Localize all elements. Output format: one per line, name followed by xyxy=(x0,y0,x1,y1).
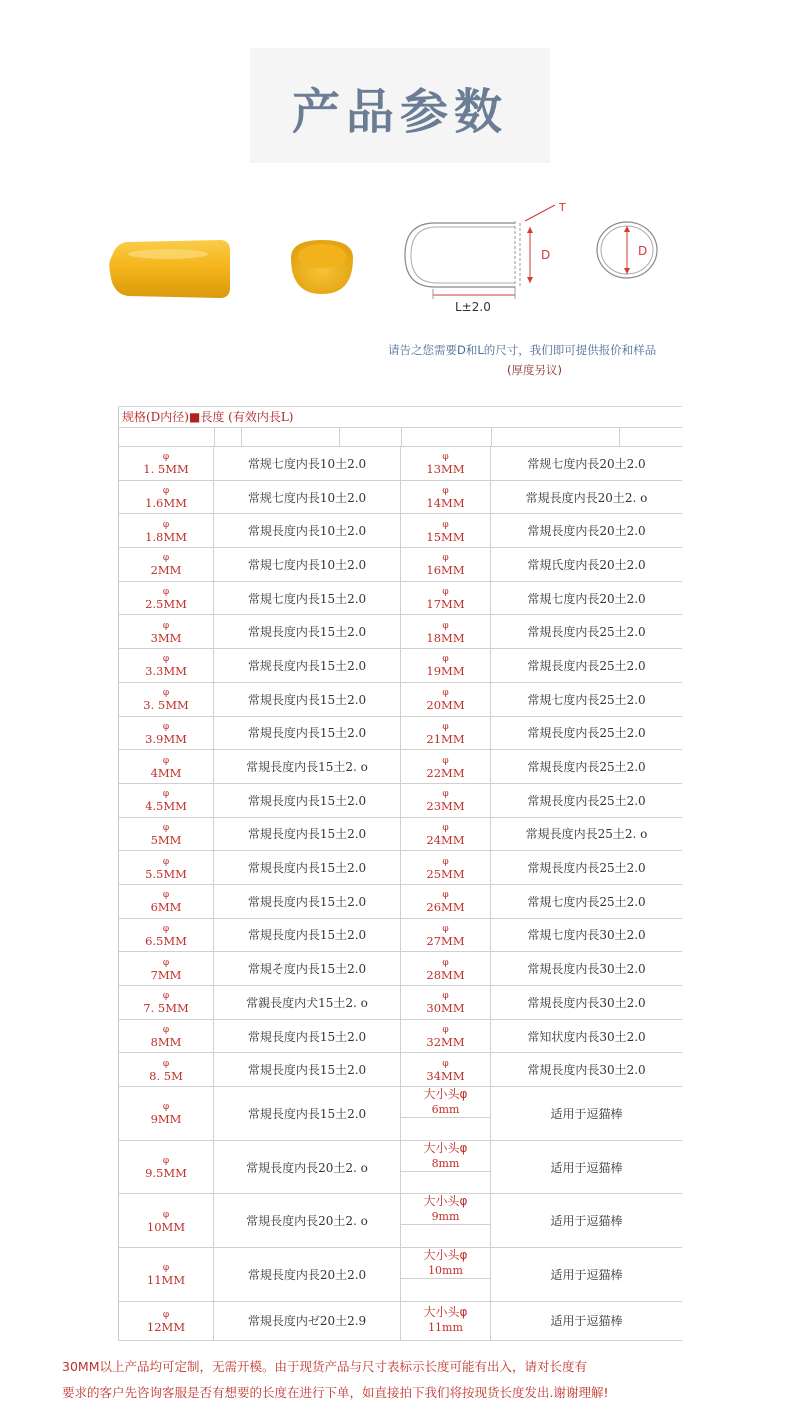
big-head-label-box xyxy=(401,1087,490,1118)
phi-symbol: φ xyxy=(442,923,449,934)
length-cell: 常規七度内長10土2.0 xyxy=(214,548,401,581)
size-cell xyxy=(119,447,214,480)
size-cell xyxy=(119,548,214,581)
size-cell xyxy=(119,717,214,750)
table-row xyxy=(119,548,682,582)
length-cell: 常規長度内長25土2.0 xyxy=(527,658,646,673)
phi-symbol: φ xyxy=(162,1209,170,1220)
big-head-label: 大小头φ xyxy=(423,1087,468,1102)
length-cell: 适用于逗猫棒 xyxy=(550,1267,623,1282)
size-value: 3.3MM xyxy=(145,664,187,679)
length-cell: 常規七度内長20土2.0 xyxy=(527,591,646,606)
big-head-size: 9mm xyxy=(431,1210,460,1224)
phi-symbol: φ xyxy=(162,721,170,732)
table-row xyxy=(119,717,682,751)
phi-symbol: φ xyxy=(442,789,449,800)
size-cell xyxy=(119,1194,214,1247)
size-cell xyxy=(119,1087,214,1140)
size-value: 4MM xyxy=(150,765,182,780)
big-head-label-box xyxy=(401,1141,490,1172)
size-cell xyxy=(119,582,214,615)
cap-top-image xyxy=(285,236,360,296)
phi-symbol: φ xyxy=(162,789,170,800)
size-cell xyxy=(119,885,214,918)
length-cell: 常规長度内長15土2.0 xyxy=(214,649,401,682)
length-cell: 常規長度内ゼ20土2.9 xyxy=(214,1302,401,1340)
phi-symbol: φ xyxy=(162,1263,170,1274)
length-cell: 常規長度内長30土2.0 xyxy=(527,995,646,1010)
length-cell: 常規長度内長25土2.0 xyxy=(527,793,646,808)
table-row xyxy=(119,514,682,548)
big-head-size: 10mm xyxy=(428,1264,463,1278)
length-cell: 常規長度内長15土2.0 xyxy=(214,717,401,750)
size-note: 请告之您需要D和L的尺寸，我们即可提供报价和样品 xyxy=(388,343,657,357)
size-value: 22MM xyxy=(426,765,465,780)
size-cell xyxy=(119,818,214,851)
size-value: 7MM xyxy=(150,967,182,982)
size-value: 23MM xyxy=(426,799,465,814)
phi-symbol: φ xyxy=(162,822,170,833)
length-cell: 常規七度内長30土2.0 xyxy=(527,928,646,943)
size-value: 11MM xyxy=(146,1273,186,1288)
size-value: 2.5MM xyxy=(145,597,187,612)
table-row-big-head xyxy=(119,1302,682,1341)
size-cell xyxy=(119,1053,214,1086)
phi-symbol: φ xyxy=(442,587,449,598)
length-cell: 常規長度内長15土2.0 xyxy=(214,885,401,918)
phi-symbol: φ xyxy=(442,1025,449,1036)
phi-symbol: φ xyxy=(162,755,170,766)
table-row xyxy=(119,447,682,481)
phi-symbol: φ xyxy=(162,452,170,463)
size-cell xyxy=(401,615,491,648)
size-cell xyxy=(119,952,214,985)
big-head-size: 6mm xyxy=(431,1103,460,1117)
table-row xyxy=(119,986,682,1020)
size-value: 3MM xyxy=(150,630,182,645)
phi-symbol: φ xyxy=(442,957,449,968)
size-value: 6.5MM xyxy=(145,933,187,948)
phi-symbol: φ xyxy=(442,654,449,665)
size-value: 7. 5MM xyxy=(143,1001,189,1016)
table-row xyxy=(119,818,682,852)
phi-symbol: φ xyxy=(162,688,170,699)
phi-symbol: φ xyxy=(442,486,449,497)
phi-symbol: φ xyxy=(162,890,170,901)
size-value: 2MM xyxy=(150,563,182,578)
size-cell xyxy=(119,750,214,783)
footer-line-2: 要求的客户先咨询客服是否有想要的长度在进行下单，如直接拍下我们将按现货长度发出.谢谢理解! xyxy=(62,1385,609,1400)
size-cell xyxy=(119,514,214,547)
big-head-label: 大小头φ xyxy=(423,1304,468,1319)
size-cell xyxy=(401,1020,491,1053)
size-cell xyxy=(119,1302,214,1340)
size-value: 15MM xyxy=(426,529,465,544)
length-cell: 常規長度内長20土2.0 xyxy=(214,1248,401,1301)
page-title: 产品参数 xyxy=(291,84,508,140)
table-row xyxy=(119,481,682,515)
length-cell: 常規長度内長15土2.0 xyxy=(214,919,401,952)
size-cell xyxy=(119,649,214,682)
length-cell: 常規長度内長15土2.0 xyxy=(214,1020,401,1053)
phi-symbol: φ xyxy=(162,620,170,631)
table-row xyxy=(119,750,682,784)
phi-symbol: φ xyxy=(162,1025,170,1036)
size-value: 21MM xyxy=(426,731,465,746)
cap-side-image xyxy=(108,238,233,300)
spec-table xyxy=(118,406,682,1341)
size-cell xyxy=(401,683,491,716)
size-value: 28MM xyxy=(426,967,465,982)
size-value: 26MM xyxy=(426,900,465,915)
big-head-cell xyxy=(401,1194,491,1247)
size-value: 19MM xyxy=(426,664,465,679)
length-cell: 常规七度内長20土2.0 xyxy=(527,456,646,471)
thickness-note: (厚度另议) xyxy=(507,363,562,377)
size-cell xyxy=(401,514,491,547)
size-cell xyxy=(401,885,491,918)
length-cell: 常規長度内長25土2.0 xyxy=(527,726,646,741)
size-cell xyxy=(401,986,491,1019)
phi-symbol: φ xyxy=(442,519,449,530)
length-cell: 常規七度内長25土2.0 xyxy=(527,692,646,707)
table-row xyxy=(119,919,682,953)
table-row-big-head xyxy=(119,1087,682,1141)
phi-symbol: φ xyxy=(442,755,449,766)
size-value: 12MM xyxy=(146,1319,186,1334)
length-cell: 适用于逗猫棒 xyxy=(550,1314,623,1329)
size-value: 32MM xyxy=(426,1035,465,1050)
phi-symbol: φ xyxy=(162,957,170,968)
size-cell xyxy=(401,649,491,682)
big-head-cell xyxy=(401,1141,491,1194)
size-cell xyxy=(119,1248,214,1301)
big-head-cell xyxy=(401,1248,491,1301)
size-value: 10MM xyxy=(146,1219,186,1234)
size-cell xyxy=(119,1141,214,1194)
big-head-label: 大小头φ xyxy=(423,1140,468,1155)
size-cell xyxy=(119,1020,214,1053)
dimension-drawing-front xyxy=(592,212,672,292)
length-cell: 常規そ度内長15土2.0 xyxy=(214,952,401,985)
size-value: 5.5MM xyxy=(145,866,187,881)
phi-symbol: φ xyxy=(162,1058,170,1069)
size-value: 20MM xyxy=(426,698,465,713)
table-header: 规格(D内径)■長度 (有效内長L) xyxy=(119,407,682,428)
diameter-label: D xyxy=(541,248,551,262)
phi-symbol: φ xyxy=(162,1102,170,1113)
length-cell: 常規七度内長15土2.0 xyxy=(214,582,401,615)
size-value: 1.6MM xyxy=(145,496,187,511)
length-cell: 常規長度内長20土2. o xyxy=(214,1194,401,1247)
size-value: 6MM xyxy=(150,900,182,915)
length-cell: 常規長度内長15土2. o xyxy=(214,750,401,783)
title-banner xyxy=(250,48,550,163)
big-head-cell xyxy=(401,1087,491,1140)
phi-symbol: φ xyxy=(162,486,170,497)
phi-symbol: φ xyxy=(442,688,449,699)
size-value: 3.9MM xyxy=(145,731,187,746)
length-cell: 常規長度内長20土2. o xyxy=(525,490,648,505)
table-row xyxy=(119,683,682,717)
big-head-size: 8mm xyxy=(431,1156,460,1170)
length-cell: 常親長度内犬15土2. o xyxy=(214,986,401,1019)
big-head-size: 11mm xyxy=(428,1320,463,1334)
table-row xyxy=(119,952,682,986)
phi-symbol: φ xyxy=(162,923,170,934)
size-cell xyxy=(401,717,491,750)
footer-line-1: 30MM以上产品均可定制，无需开模。由于现货产品与尺寸表标示长度可能有出入，请对长度有 xyxy=(62,1359,587,1374)
size-value: 1.8MM xyxy=(145,529,187,544)
size-value: 13MM xyxy=(426,462,465,477)
table-row xyxy=(119,885,682,919)
size-value: 17MM xyxy=(426,597,465,612)
size-value: 5MM xyxy=(150,832,182,847)
phi-symbol: φ xyxy=(442,553,449,564)
table-row xyxy=(119,649,682,683)
size-cell xyxy=(119,919,214,952)
size-value: 4.5MM xyxy=(145,799,187,814)
length-cell: 常規七度内長25土2.0 xyxy=(527,894,646,909)
length-cell: 常知状度内長30土2.0 xyxy=(527,1029,646,1044)
phi-symbol: φ xyxy=(442,890,449,901)
phi-symbol: φ xyxy=(162,1156,170,1167)
phi-symbol: φ xyxy=(442,721,449,732)
big-head-label-box xyxy=(401,1302,490,1338)
length-cell: 常規氏度内長20土2.0 xyxy=(527,557,646,572)
size-value: 30MM xyxy=(426,1001,465,1016)
length-cell: 常規長度内長25土2.0 xyxy=(527,760,646,775)
big-head-label: 大小头φ xyxy=(423,1248,468,1263)
size-cell xyxy=(119,481,214,514)
diameter-label-front: D xyxy=(638,244,648,258)
size-cell xyxy=(401,952,491,985)
length-cell: 适用于逗猫棒 xyxy=(550,1160,623,1175)
length-cell: 常规七度内長10土2.0 xyxy=(214,481,401,514)
length-cell: 常規長度内長15土2.0 xyxy=(214,784,401,817)
table-row xyxy=(119,784,682,818)
phi-symbol: φ xyxy=(162,587,170,598)
table-row xyxy=(119,582,682,616)
length-cell: 常規長度内長25土2.0 xyxy=(527,625,646,640)
length-cell: 常規長度内長15土2.0 xyxy=(214,851,401,884)
phi-symbol: φ xyxy=(162,519,170,530)
length-cell: 常規長度内長10土2.0 xyxy=(214,514,401,547)
big-head-label: 大小头φ xyxy=(423,1194,468,1209)
length-label: L±2.0 xyxy=(455,300,491,314)
size-value: 8MM xyxy=(150,1035,182,1050)
size-value: 18MM xyxy=(426,630,465,645)
size-cell xyxy=(401,784,491,817)
size-value: 3. 5MM xyxy=(143,698,189,713)
size-cell xyxy=(119,683,214,716)
dimension-drawing-side xyxy=(395,195,575,320)
table-row xyxy=(119,1020,682,1054)
phi-symbol: φ xyxy=(442,856,449,867)
length-cell: 常规七度内長10土2.0 xyxy=(214,447,401,480)
size-cell xyxy=(401,481,491,514)
phi-symbol: φ xyxy=(162,654,170,665)
phi-symbol: φ xyxy=(162,991,170,1002)
table-spacer-row xyxy=(119,428,682,447)
length-cell: 常規長度内長15土2.0 xyxy=(214,683,401,716)
size-value: 9MM xyxy=(150,1112,182,1127)
size-cell xyxy=(401,818,491,851)
table-row xyxy=(119,1053,682,1087)
size-cell xyxy=(119,851,214,884)
size-value: 16MM xyxy=(426,563,465,578)
size-cell xyxy=(401,548,491,581)
table-row-big-head xyxy=(119,1194,682,1248)
big-head-cell xyxy=(401,1302,491,1340)
size-cell xyxy=(401,1053,491,1086)
phi-symbol: φ xyxy=(442,991,449,1002)
table-row-big-head xyxy=(119,1248,682,1302)
phi-symbol: φ xyxy=(442,822,449,833)
size-value: 14MM xyxy=(426,496,465,511)
length-cell: 常規長度内長25土2.0 xyxy=(527,861,646,876)
table-row xyxy=(119,851,682,885)
length-cell: 常規長度内長30土2.0 xyxy=(527,1063,646,1078)
phi-symbol: φ xyxy=(442,620,449,631)
footer-note xyxy=(62,1354,762,1406)
table-row-big-head xyxy=(119,1141,682,1195)
size-value: 34MM xyxy=(426,1068,465,1083)
length-cell: 常規長度内長15土2.0 xyxy=(214,1087,401,1140)
size-cell xyxy=(119,615,214,648)
length-cell: 常規長度内長25土2. o xyxy=(525,827,648,842)
table-row xyxy=(119,615,682,649)
big-head-label-box xyxy=(401,1248,490,1279)
size-cell xyxy=(119,986,214,1019)
size-value: 25MM xyxy=(426,866,465,881)
phi-symbol: φ xyxy=(442,1058,449,1069)
length-cell: 常規長度内長15土2.0 xyxy=(214,615,401,648)
size-value: 27MM xyxy=(426,933,465,948)
size-cell xyxy=(401,919,491,952)
size-value: 8. 5M xyxy=(149,1068,183,1083)
phi-symbol: φ xyxy=(442,452,449,463)
size-value: 9.5MM xyxy=(145,1166,187,1181)
size-cell xyxy=(401,447,491,480)
length-cell: 常規長度内長20土2. o xyxy=(214,1141,401,1194)
size-value: 24MM xyxy=(426,832,465,847)
phi-symbol: φ xyxy=(162,856,170,867)
size-cell xyxy=(401,750,491,783)
thickness-label: T xyxy=(559,201,566,214)
size-cell xyxy=(401,851,491,884)
phi-symbol: φ xyxy=(162,1309,170,1320)
big-head-label-box xyxy=(401,1194,490,1225)
length-cell: 常規長度内長20土2.0 xyxy=(527,524,646,539)
phi-symbol: φ xyxy=(162,553,170,564)
length-cell: 常規長度内長15土2.0 xyxy=(214,818,401,851)
length-cell: 常規長度内長15土2.0 xyxy=(214,1053,401,1086)
size-value: 1. 5MM xyxy=(143,462,189,477)
length-cell: 常規長度内長30土2.0 xyxy=(527,962,646,977)
length-cell: 适用于逗猫棒 xyxy=(550,1214,623,1229)
size-cell xyxy=(401,582,491,615)
length-cell: 适用于逗猫棒 xyxy=(550,1106,623,1121)
size-cell xyxy=(119,784,214,817)
